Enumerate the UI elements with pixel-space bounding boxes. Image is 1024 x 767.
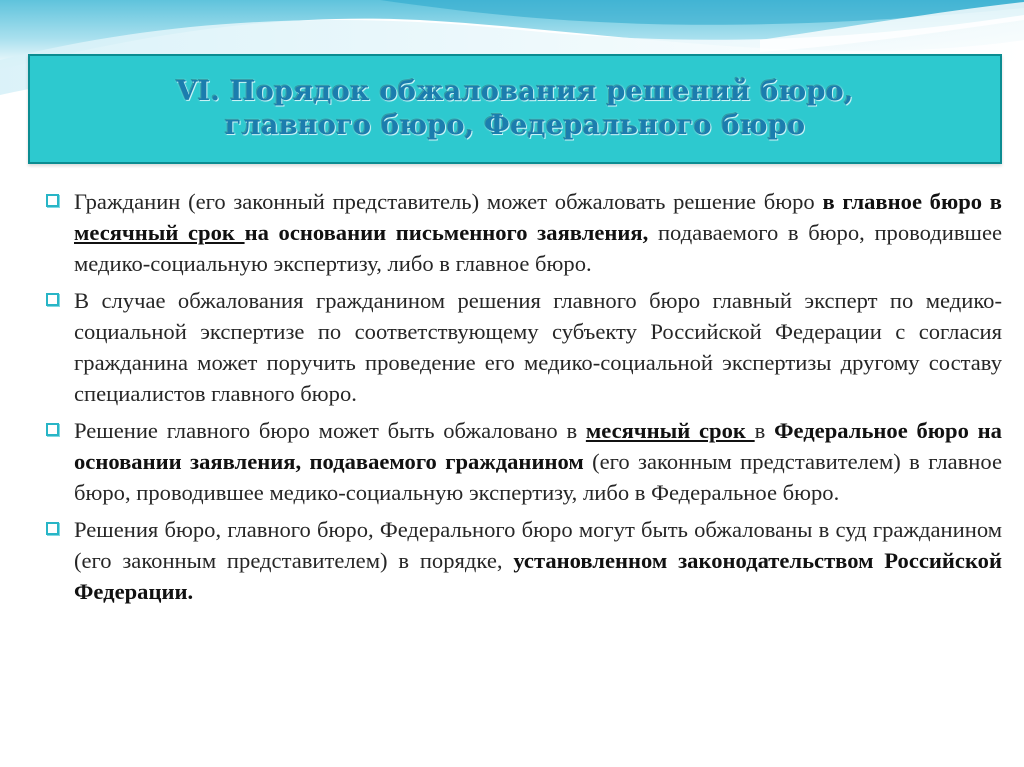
list-item-text	[74, 514, 1002, 607]
text-segment: Гражданин (его законный представитель) может обжаловать решение бюро	[74, 189, 823, 214]
underlined-term: месячный срок	[585, 418, 755, 443]
title-line-2: главного бюро, Федерального бюро	[224, 110, 806, 141]
list-item	[44, 186, 1002, 279]
text-segment: Решения бюро, главного бюро, Федерального бюро могут быть обжалованы в суд гражданином (его законным представителем) в порядке,	[74, 517, 1002, 573]
text-segment: подаваемого в бюро, проводившее медико-социальную экспертизу, либо в главное бюро.	[74, 220, 1002, 276]
title-line-1: VI. Порядок обжалования решений бюро,	[176, 76, 854, 107]
square-bullet-icon	[46, 522, 59, 535]
bold-segment: установленном законодательством Российской Федерации.	[74, 548, 1002, 604]
square-bullet-icon	[46, 423, 59, 436]
text-segment: В случае обжалования гражданином решения главного бюро главный эксперт по медико-социальной экспертизе по соответствующему субъекту Российской Федерации с согласия гражданина может поручить проведение его медико-социальной экспертизы другому составу специалистов главного бюро.	[74, 288, 1002, 406]
bullet-list	[44, 186, 1002, 613]
list-item	[44, 285, 1002, 409]
title-box	[28, 54, 1002, 164]
list-item	[44, 514, 1002, 607]
text-segment: в	[754, 418, 775, 443]
bold-segment: на основании письменного заявления,	[244, 220, 649, 245]
square-bullet-icon	[46, 293, 59, 306]
underlined-term: месячный срок	[74, 220, 245, 245]
bold-segment: Федеральное бюро на основании заявления, подаваемого гражданином	[74, 418, 1002, 474]
square-bullet-icon	[46, 194, 59, 207]
bold-segment: в главное бюро в	[822, 189, 1002, 214]
list-item-text	[74, 186, 1002, 279]
list-item-text	[74, 285, 1002, 409]
list-item	[44, 415, 1002, 508]
list-item-text	[74, 415, 1002, 508]
text-segment: (его законным представителем) в главное бюро, проводившее медико-социальную экспертизу, либо в Федеральное бюро.	[74, 449, 1002, 505]
text-segment: Решение главного бюро может быть обжаловано в	[74, 418, 586, 443]
